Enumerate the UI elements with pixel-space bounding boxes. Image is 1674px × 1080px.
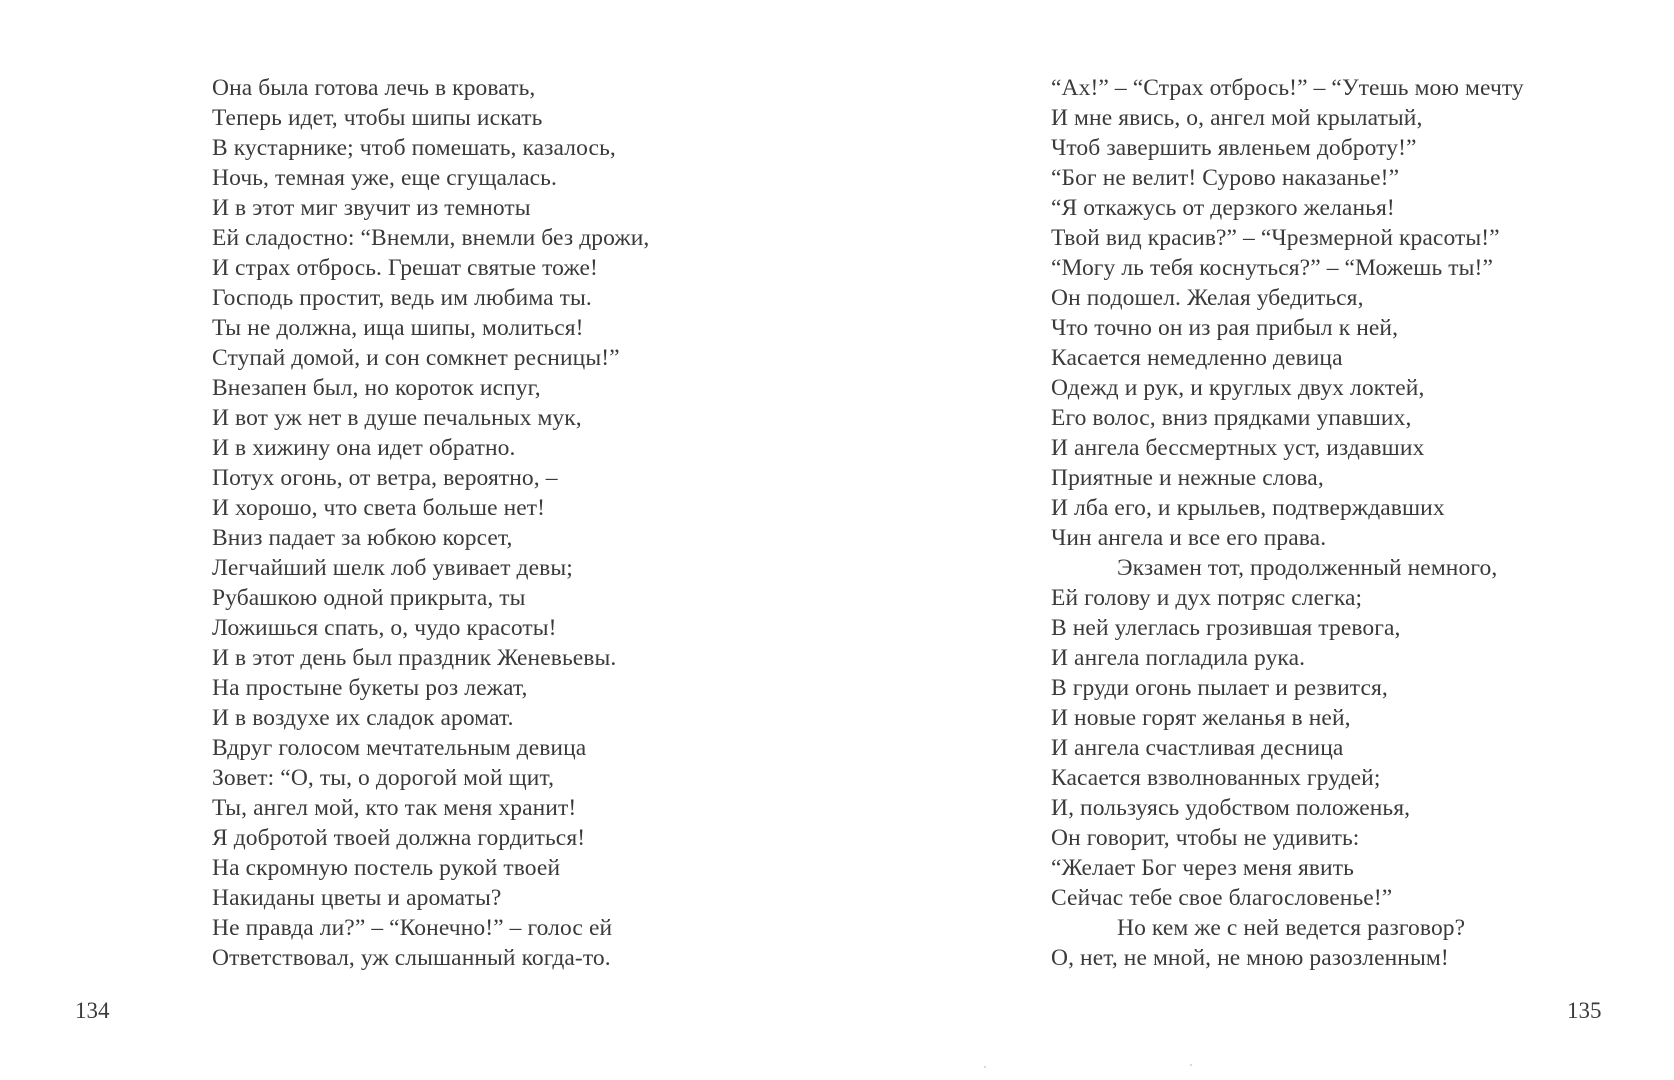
paper-speck — [984, 1066, 986, 1068]
poem-line: Его волос, вниз прядками упавших, — [1051, 405, 1412, 431]
poem-line: И ангела счастливая десница — [1051, 735, 1344, 761]
poem-line: Ты не должна, ища шипы, молиться! — [212, 315, 584, 341]
poem-line: Накиданы цветы и ароматы? — [212, 885, 502, 911]
page-number-right: 135 — [1567, 998, 1602, 1023]
poem-line: Он говорит, чтобы не удивить: — [1051, 825, 1360, 851]
poem-line: Господь простит, ведь им любима ты. — [212, 285, 592, 311]
poem-line: Касается немедленно девица — [1051, 345, 1343, 371]
poem-line: В ней улеглась грозившая тревога, — [1051, 615, 1401, 641]
poem-line: “Ах!” – “Страх отбрось!” – “Утешь мою мечту — [1051, 75, 1524, 101]
poem-line: Зовет: “О, ты, о дорогой мой щит, — [212, 765, 555, 791]
poem-line: “Бог не велит! Сурово наказанье!” — [1051, 165, 1400, 191]
poem-line: О, нет, не мной, не мною разозленным! — [1051, 945, 1449, 971]
poem-line: И лба его, и крыльев, подтверждавших — [1051, 495, 1445, 521]
poem-line: И, пользуясь удобством положенья, — [1051, 795, 1411, 821]
poem-line: “Могу ль тебя коснуться?” – “Можешь ты!” — [1051, 255, 1493, 281]
poem-line: Касается взволнованных грудей; — [1051, 765, 1381, 791]
poem-line: Ты, ангел мой, кто так меня хранит! — [212, 795, 577, 821]
poem-line: И в этот день был праздник Женевьевы. — [212, 645, 617, 671]
poem-line: В груди огонь пылает и резвится, — [1051, 675, 1388, 701]
poem-line: Теперь идет, чтобы шипы искать — [212, 105, 543, 131]
poem-line: Вниз падает за юбкою корсет, — [212, 525, 513, 551]
left-page-poem — [212, 73, 649, 973]
poem-line: И ангела бессмертных уст, издавших — [1051, 435, 1425, 461]
poem-line: Приятные и нежные слова, — [1051, 465, 1324, 491]
poem-line: И вот уж нет в душе печальных мук, — [212, 405, 582, 431]
poem-line: И в воздухе их сладок аромат. — [212, 705, 514, 731]
poem-line: И мне явись, о, ангел мой крылатый, — [1051, 105, 1423, 131]
right-page-poem — [1051, 73, 1524, 973]
paper-speck — [1190, 1064, 1192, 1066]
poem-line: Он подошел. Желая убедиться, — [1051, 285, 1364, 311]
poem-line: Она была готова лечь в кровать, — [212, 75, 536, 101]
poem-line: Ответствовал, уж слышанный когда-то. — [212, 945, 611, 971]
poem-line: Рубашкою одной прикрыта, ты — [212, 585, 526, 611]
poem-line: В кустарнике; чтоб помешать, казалось, — [212, 135, 616, 161]
poem-line: Ей сладостно: “Внемли, внемли без дрожи, — [212, 225, 650, 251]
poem-line: И в хижину она идет обратно. — [212, 435, 516, 461]
poem-line: Чин ангела и все его права. — [1051, 525, 1327, 551]
poem-line: Экзамен тот, продолженный немного, — [1117, 555, 1498, 581]
poem-line: Что точно он из рая прибыл к ней, — [1051, 315, 1399, 341]
poem-line: Ступай домой, и сон сомкнет ресницы!” — [212, 345, 620, 371]
poem-line: Внезапен был, но короток испуг, — [212, 375, 541, 401]
poem-line: На простыне букеты роз лежат, — [212, 675, 528, 701]
poem-line: И страх отбрось. Грешат святые тоже! — [212, 255, 598, 281]
poem-line: Чтоб завершить явленьем доброту!” — [1051, 135, 1417, 161]
poem-line: Не правда ли?” – “Конечно!” – голос ей — [212, 915, 613, 941]
poem-line: И в этот миг звучит из темноты — [212, 195, 531, 221]
poem-line: И новые горят желанья в ней, — [1051, 705, 1351, 731]
poem-line: Я добротой твоей должна гордиться! — [212, 825, 586, 851]
poem-line: Потух огонь, от ветра, вероятно, – — [212, 465, 558, 491]
poem-line: Ночь, темная уже, еще сгущалась. — [212, 165, 557, 191]
poem-line: Ей голову и дух потряс слегка; — [1051, 585, 1363, 611]
page-number-left: 134 — [75, 998, 110, 1023]
poem-line: И хорошо, что света больше нет! — [212, 495, 546, 521]
poem-line: И ангела погладила рука. — [1051, 645, 1306, 671]
right-page — [837, 0, 1674, 1080]
poem-line: Твой вид красив?” – “Чрезмерной красоты!” — [1051, 225, 1500, 251]
poem-line: “Желает Бог через меня явить — [1051, 855, 1354, 881]
poem-line: Но кем же с ней ведется разговор? — [1117, 915, 1466, 941]
poem-line: Легчайший шелк лоб увивает девы; — [212, 555, 573, 581]
poem-line: “Я откажусь от дерзкого желанья! — [1051, 195, 1395, 221]
poem-line: Ложишься спать, о, чудо красоты! — [212, 615, 557, 641]
poem-line: На скромную постель рукой твоей — [212, 855, 561, 881]
poem-line: Сейчас тебе свое благословенье!” — [1051, 885, 1393, 911]
poem-line: Одежд и рук, и круглых двух локтей, — [1051, 375, 1425, 401]
poem-line: Вдруг голосом мечтательным девица — [212, 735, 587, 761]
